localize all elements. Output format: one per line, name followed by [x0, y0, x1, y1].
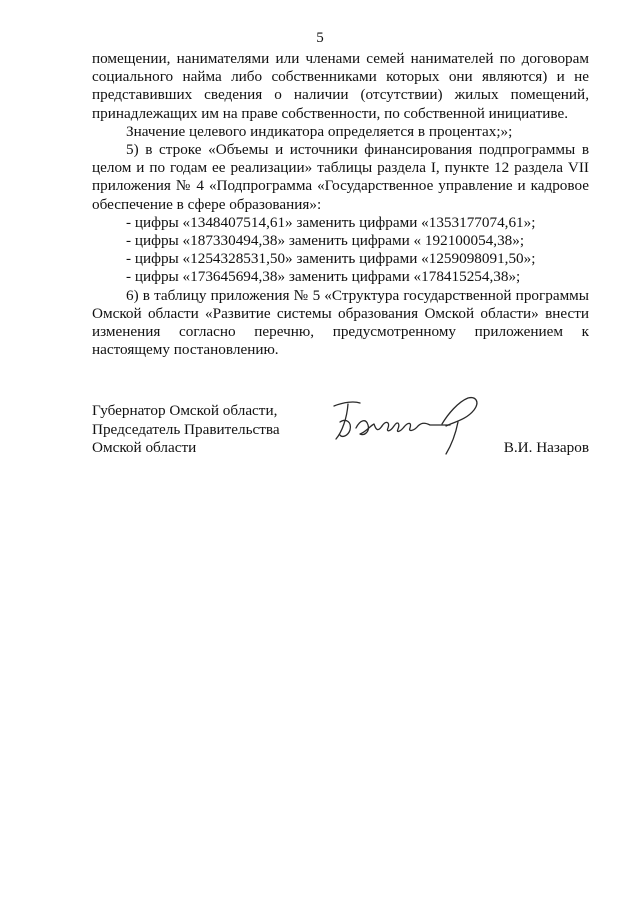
list-item-replacement-4: - цифры «173645694,38» заменить цифрами «178415254,38»; [126, 268, 521, 286]
list-item-replacement-2: - цифры «187330494,38» заменить цифрами « 192100054,38»; [126, 232, 525, 250]
paragraph-continuation: помещении, нанимателями или членами семей нанимателей по договорам социального найма либо собственниками которых они являются) и не представивших сведения о наличии (отсутствии) жилых помещений, принадлежащих им на праве собственности, по собственной инициативе. [92, 50, 589, 122]
document-body [92, 50, 589, 359]
signatory-name: В.И. Назаров [503, 439, 589, 456]
signatory-title-line-2: Председатель Правительства [92, 420, 280, 438]
paragraph-indicator-note: Значение целевого индикатора определяется в процентах;»; [126, 122, 513, 140]
paragraph-item-5: 5) в строке «Объемы и источники финансирования подпрограммы в целом и по годам ее реализации» таблицы раздела I, пункте 12 раздела VII приложения № 4 «Подпрограмма «Государственное управление и кадровое обеспечение в сфере образования»: [92, 141, 589, 213]
list-item-replacement-1: - цифры «1348407514,61» заменить цифрами «1353177074,61»; [126, 213, 536, 231]
signatory-title-line-3: Омской области [92, 439, 197, 456]
list-item-replacement-3: - цифры «1254328531,50» заменить цифрами «1259098091,50»; [126, 250, 536, 268]
paragraph-item-6: 6) в таблицу приложения № 5 «Структура государственной программы Омской области «Развитие системы образования Омской области» внести изменения согласно перечню, предусмотренному приложением к настоящему постановлению. [92, 286, 589, 359]
page-number: 5 [316, 30, 324, 46]
signatory-title-line-1: Губернатор Омской области, [92, 402, 278, 419]
handwritten-signature [330, 392, 500, 462]
